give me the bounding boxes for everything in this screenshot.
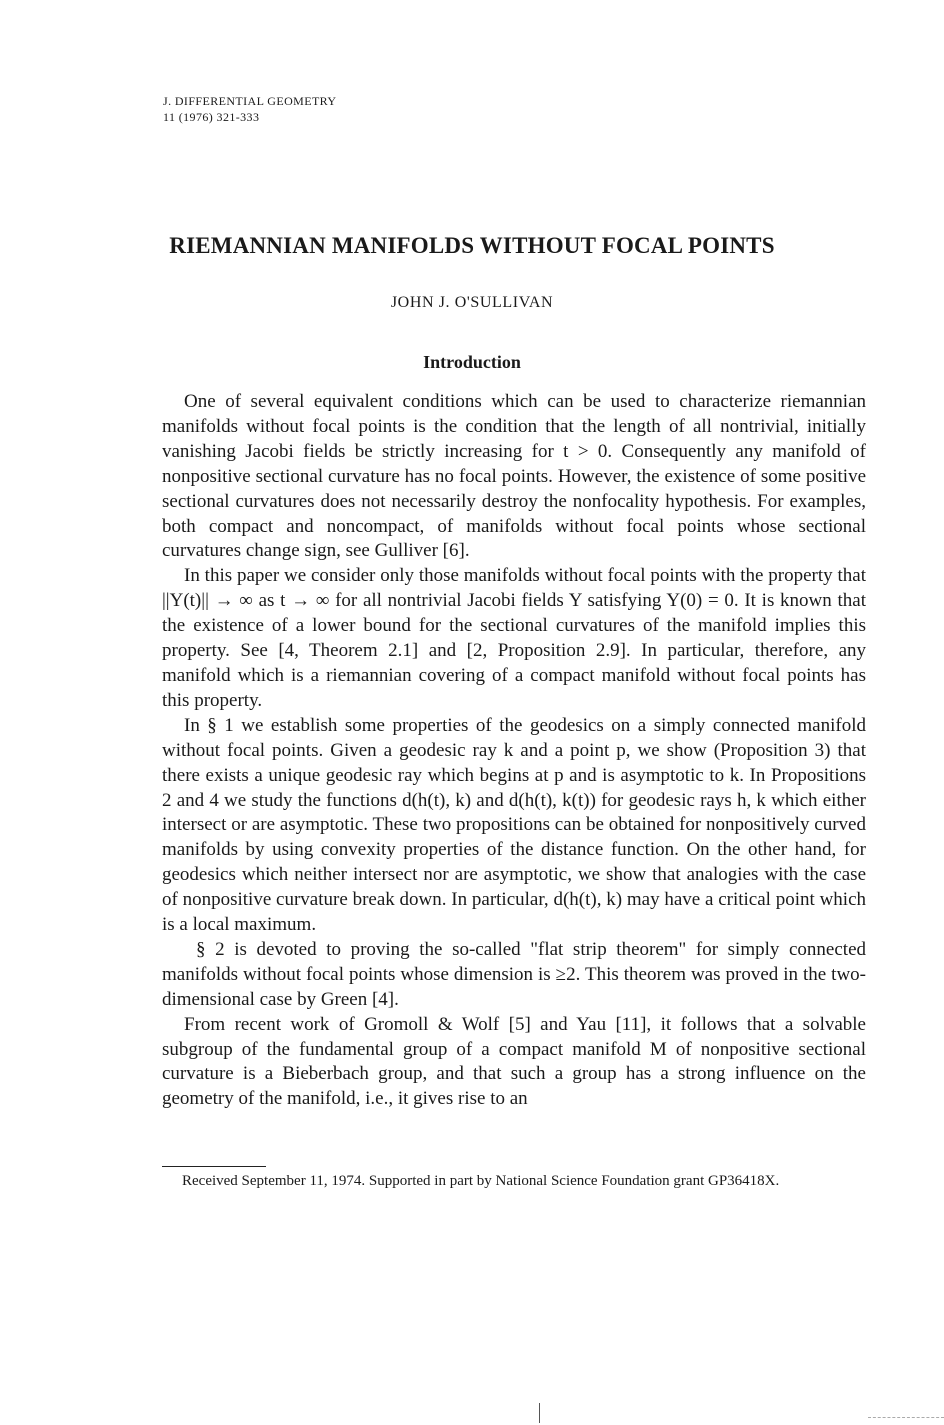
journal-name: J. DIFFERENTIAL GEOMETRY xyxy=(163,94,337,108)
journal-header xyxy=(163,93,337,125)
body-text xyxy=(162,390,866,1112)
paragraph: In this paper we consider only those manifolds without focal points with the property that ||Y(t)|| → ∞ as t → ∞ for all nontrivial Jacobi fields Y satisfying Y(0) = 0. It is known that the existence of a lower bound for the sectional curvatures of the manifold implies this property. See [4, Theorem 2.1] and [2, Proposition 2.9]. In particular, therefore, any manifold which is a riemannian covering of a compact manifold without focal points has this property. xyxy=(162,565,866,711)
paragraph: From recent work of Gromoll & Wolf [5] and Yau [11], it follows that a solvable subgroup of the fundamental group of a compact manifold M of nonpositive sectional curvature is a Bieberbach group, and that such a group has a strong influence on the geometry of the manifold, i.e., it gives rise to an xyxy=(162,1013,866,1110)
section-heading: Introduction xyxy=(423,352,521,372)
scan-dash xyxy=(868,1417,944,1418)
paper-title: RIEMANNIAN MANIFOLDS WITHOUT FOCAL POINTS xyxy=(169,233,775,258)
footnote xyxy=(162,1172,866,1191)
scan-mark xyxy=(539,1403,540,1423)
paragraph: § 2 is devoted to proving the so-called "flat strip theorem" for simply connected manifolds without focal points whose dimension is ≥2. This theorem was proved in the two-dimensional case by Green [4]. xyxy=(162,938,866,1010)
paper-author: JOHN J. O'SULLIVAN xyxy=(390,294,554,311)
footnote-rule xyxy=(162,1166,266,1167)
footnote-text: Received September 11, 1974. Supported in part by National Science Foundation grant GP36418X. xyxy=(182,1173,780,1189)
paragraph: One of several equivalent conditions which can be used to characterize riemannian manifolds without focal points is the condition that the length of all nontrivial, initially vanishing Jacobi fields be strictly increasing for t > 0. Consequently any manifold of nonpositive sectional curvature has no focal points. However, the existence of some positive sectional curvatures does not necessarily destroy the nonfocality hypothesis. For examples, both compact and noncompact, of manifolds without focal points whose sectional curvatures change sign, see Gulliver [6]. xyxy=(162,391,866,562)
paragraph: In § 1 we establish some properties of the geodesics on a simply connected manifold without focal points. Given a geodesic ray k and a point p, we show (Proposition 3) that there exists a unique geodesic ray which begins at p and is asymptotic to k. In Propositions 2 and 4 we study the functions d(h(t), k) and d(h(t), k(t)) for geodesic rays h, k which either intersect or are asymptotic. These two propositions can be obtained for nonpositively curved manifolds by using convexity properties of the distance function. On the other hand, for geodesics which neither intersect nor are asymptotic, we show that analogies with the case of nonpositive curvature break down. In particular, d(h(t), k) may have a critical point which is a local maximum. xyxy=(162,714,866,936)
journal-volume: 11 (1976) 321-333 xyxy=(163,110,260,124)
